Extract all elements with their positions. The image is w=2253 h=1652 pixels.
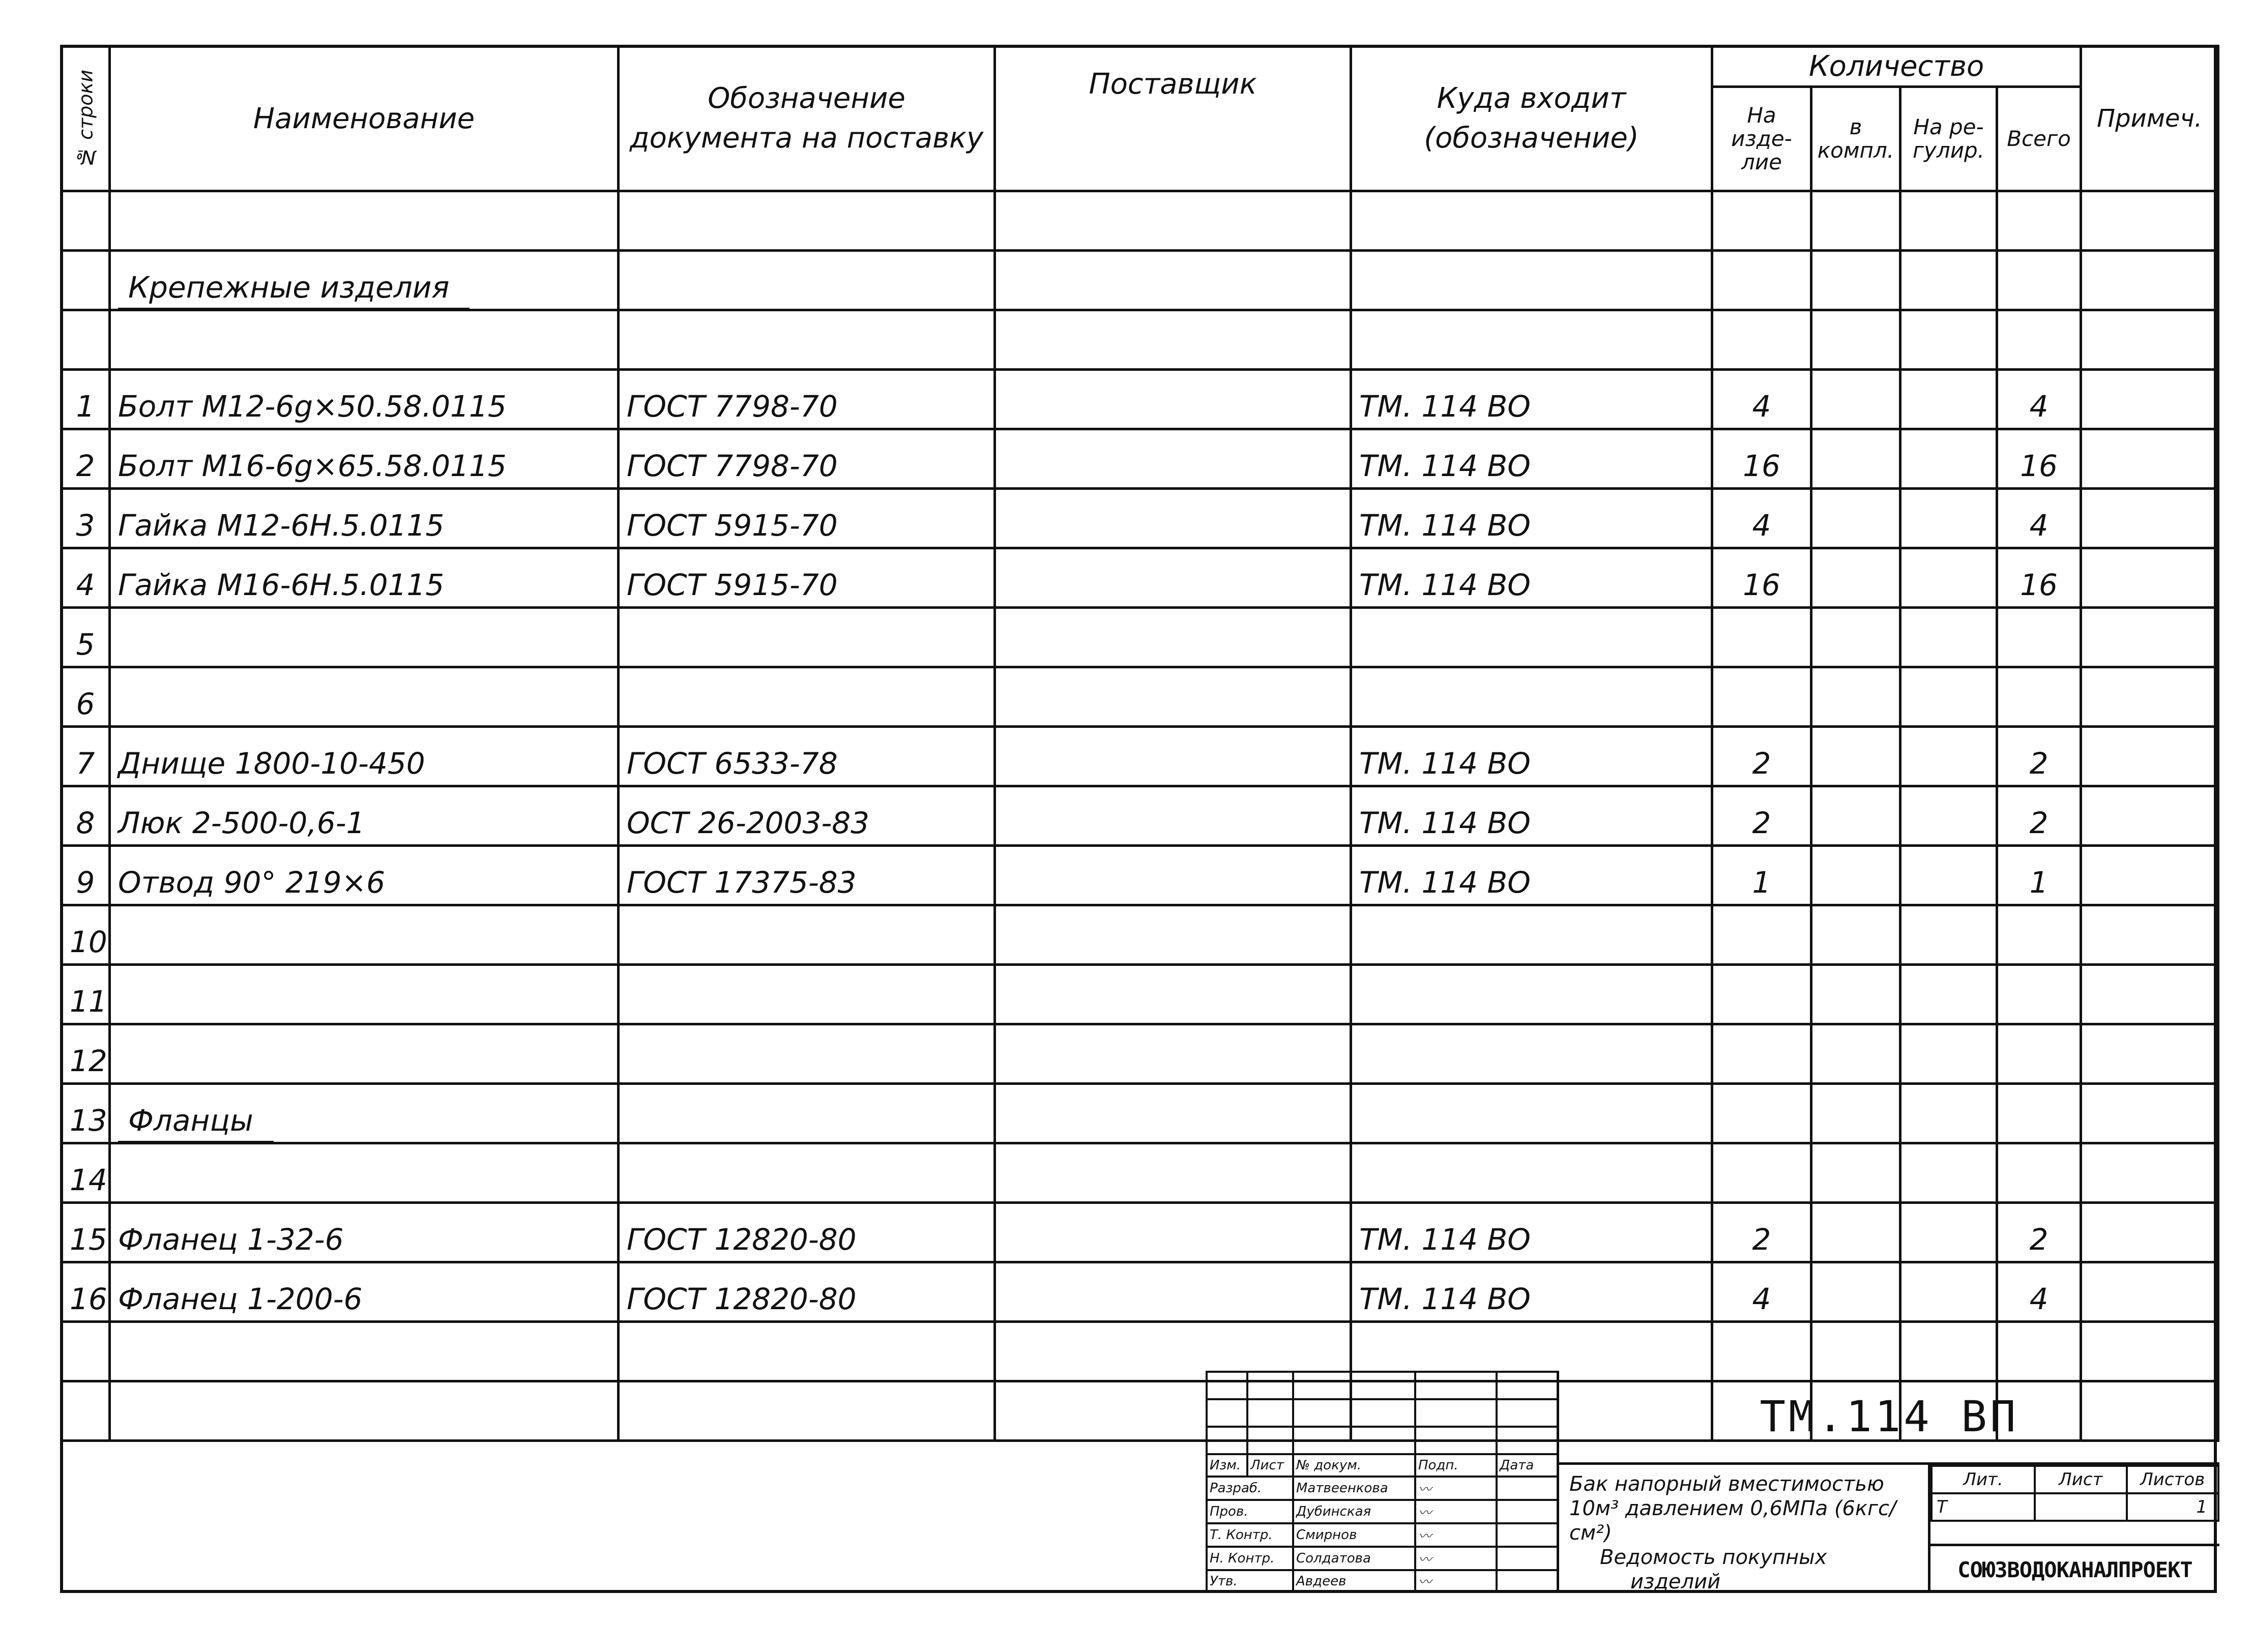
qty-regulation [1900, 727, 1997, 786]
item-supplier [995, 667, 1351, 727]
qty-regulation [1900, 1203, 1997, 1262]
role-tech-control: Т. Контр. [1207, 1523, 1293, 1547]
qty-regulation [1900, 608, 1997, 667]
header-document: Обозначение документа на поставку [619, 46, 995, 191]
item-name [110, 191, 619, 251]
header-qty-product: На изде-лие [1712, 87, 1811, 191]
qty-total: 2 [1997, 1203, 2081, 1262]
item-note [2081, 846, 2218, 905]
row-number: 11 [62, 965, 110, 1024]
title-line-1: Бак напорный вместимостью [1569, 1472, 1884, 1496]
sheet-info-table [1930, 1465, 2219, 1522]
qty-total [1997, 667, 2081, 727]
qty-product: 4 [1712, 489, 1811, 548]
header-row-number: № строки [62, 46, 110, 191]
item-where: ТМ. 114 ВО [1351, 786, 1712, 846]
item-note [2081, 310, 2218, 370]
item-document: ГОСТ 7798-70 [619, 429, 995, 489]
table-row [62, 370, 2218, 429]
row-number: 5 [62, 608, 110, 667]
item-name: Болт M16-6g×65.58.0115 [110, 429, 619, 489]
row-number: 1 [62, 370, 110, 429]
qty-product: 1 [1712, 846, 1811, 905]
item-document [619, 667, 995, 727]
qty-product [1712, 905, 1811, 965]
qty-total: 16 [1997, 548, 2081, 608]
qty-total [1997, 905, 2081, 965]
item-supplier [995, 965, 1351, 1024]
qty-total [1997, 965, 2081, 1024]
item-where: ТМ. 114 ВО [1351, 489, 1712, 548]
role-norm-control: Н. Контр. [1207, 1547, 1293, 1570]
item-where [1351, 310, 1712, 370]
item-where [1351, 1024, 1712, 1084]
row-number: 9 [62, 846, 110, 905]
table-row [62, 965, 2218, 1024]
sign-header-sheet: Лист [1247, 1454, 1293, 1477]
qty-product: 2 [1712, 727, 1811, 786]
item-where [1351, 905, 1712, 965]
qty-regulation [1900, 1024, 1997, 1084]
qty-product: 16 [1712, 429, 1811, 489]
qty-total [1997, 1024, 2081, 1084]
qty-kit [1811, 1084, 1900, 1143]
item-where: ТМ. 114 ВО [1351, 1203, 1712, 1262]
lit-value: Т [1932, 1493, 2035, 1521]
role-approver: Утв. [1207, 1570, 1293, 1592]
qty-total: 4 [1997, 1262, 2081, 1322]
qty-product [1712, 965, 1811, 1024]
item-name: Гайка M16-6Н.5.0115 [110, 548, 619, 608]
sign-header-date: Дата [1497, 1454, 1558, 1477]
table-row [62, 489, 2218, 548]
qty-product [1712, 1084, 1811, 1143]
item-document: ГОСТ 7798-70 [619, 370, 995, 429]
title-line-2: 10м³ давлением 0,6МПа (6кгс/см²) [1569, 1497, 1896, 1545]
item-name: Болт M12-6g×50.58.0115 [110, 370, 619, 429]
item-name: Отвод 90° 219×6 [110, 846, 619, 905]
table-row [62, 905, 2218, 965]
qty-kit [1811, 727, 1900, 786]
qty-kit [1811, 965, 1900, 1024]
row-number: 10 [62, 905, 110, 965]
item-where: ТМ. 114 ВО [1351, 1262, 1712, 1322]
signature-checker: 〰 [1415, 1500, 1497, 1523]
name-approver: Авдеев [1293, 1570, 1415, 1592]
qty-total: 16 [1997, 429, 2081, 489]
qty-regulation [1900, 1262, 1997, 1322]
qty-total: 1 [1997, 846, 2081, 905]
table-row [62, 727, 2218, 786]
row-number [62, 251, 110, 310]
qty-product [1712, 1143, 1811, 1203]
qty-regulation [1900, 251, 1997, 310]
row-number: 6 [62, 667, 110, 727]
row-number: 2 [62, 429, 110, 489]
item-name: Фланец 1-200-6 [110, 1262, 619, 1322]
qty-total: 2 [1997, 727, 2081, 786]
qty-kit [1811, 429, 1900, 489]
qty-product [1712, 667, 1811, 727]
item-document [619, 1084, 995, 1143]
qty-regulation [1900, 965, 1997, 1024]
qty-total: 4 [1997, 489, 2081, 548]
item-note [2081, 191, 2218, 251]
item-note [2081, 905, 2218, 965]
item-where [1351, 608, 1712, 667]
qty-product: 4 [1712, 370, 1811, 429]
qty-regulation [1900, 1143, 1997, 1203]
item-name: Люк 2-500-0,6-1 [110, 786, 619, 846]
qty-kit [1811, 548, 1900, 608]
signature-approver: 〰 [1415, 1570, 1497, 1592]
table-row [62, 548, 2218, 608]
item-note [2081, 608, 2218, 667]
table-row [62, 191, 2218, 251]
item-supplier [995, 1262, 1351, 1322]
item-supplier [995, 251, 1351, 310]
title-line-3: Ведомость покупных [1600, 1546, 1827, 1569]
qty-kit [1811, 370, 1900, 429]
header-quantity: Количество [1712, 46, 2081, 87]
item-document [619, 1322, 995, 1381]
qty-regulation [1900, 429, 1997, 489]
qty-regulation [1900, 667, 1997, 727]
signature-tech-control: 〰 [1415, 1523, 1497, 1547]
lit-label: Лит. [1932, 1466, 2035, 1493]
item-document: ГОСТ 6533-78 [619, 727, 995, 786]
item-name [110, 1322, 619, 1381]
name-developer: Матвеенкова [1293, 1477, 1415, 1500]
qty-kit [1811, 1024, 1900, 1084]
header-note: Примеч. [2081, 46, 2218, 191]
item-supplier [995, 1084, 1351, 1143]
sign-header-change: Изм. [1207, 1454, 1247, 1477]
item-supplier [995, 1024, 1351, 1084]
item-note [2081, 727, 2218, 786]
document-code: ТМ.114 ВП [1559, 1371, 2219, 1465]
item-document: ГОСТ 12820-80 [619, 1203, 995, 1262]
signature-developer: 〰 [1415, 1477, 1497, 1500]
qty-kit [1811, 905, 1900, 965]
item-note [2081, 1084, 2218, 1143]
item-where [1351, 1084, 1712, 1143]
sign-header-signature: Подп. [1415, 1454, 1497, 1477]
item-document: ГОСТ 5915-70 [619, 548, 995, 608]
table-row [62, 1203, 2218, 1262]
qty-total: 2 [1997, 786, 2081, 846]
qty-total [1997, 251, 2081, 310]
title-line-4: изделий [1630, 1570, 1721, 1594]
item-name [110, 1381, 619, 1441]
table-row [62, 1084, 2218, 1143]
item-note [2081, 429, 2218, 489]
qty-regulation [1900, 548, 1997, 608]
role-checker: Пров. [1207, 1500, 1293, 1523]
qty-kit [1811, 191, 1900, 251]
qty-product: 2 [1712, 786, 1811, 846]
table-row [62, 1262, 2218, 1322]
item-supplier [995, 310, 1351, 370]
qty-kit [1811, 667, 1900, 727]
row-number: 16 [62, 1262, 110, 1322]
item-supplier [995, 1203, 1351, 1262]
item-document [619, 1143, 995, 1203]
qty-kit [1811, 251, 1900, 310]
row-number: 12 [62, 1024, 110, 1084]
item-supplier [995, 1143, 1351, 1203]
item-name: Фланец 1-32-6 [110, 1203, 619, 1262]
item-note [2081, 1024, 2218, 1084]
item-name [110, 905, 619, 965]
item-document: ГОСТ 17375-83 [619, 846, 995, 905]
item-name [110, 1024, 619, 1084]
item-where [1351, 251, 1712, 310]
header-qty-kit: в компл. [1811, 87, 1900, 191]
qty-regulation [1900, 1084, 1997, 1143]
organization-name: СОЮЗВОДОКАНАЛПРОЕКТ [1930, 1544, 2219, 1593]
item-supplier [995, 548, 1351, 608]
table-row [62, 608, 2218, 667]
signature-norm-control: 〰 [1415, 1547, 1497, 1570]
item-supplier [995, 489, 1351, 548]
qty-product [1712, 608, 1811, 667]
item-supplier [995, 429, 1351, 489]
table-row [62, 846, 2218, 905]
qty-kit [1811, 786, 1900, 846]
qty-product [1712, 191, 1811, 251]
item-note [2081, 965, 2218, 1024]
item-document [619, 965, 995, 1024]
sheet-label: Лист [2035, 1466, 2126, 1493]
item-note [2081, 370, 2218, 429]
document-title [1559, 1465, 1930, 1593]
row-number: 14 [62, 1143, 110, 1203]
item-document [619, 1381, 995, 1441]
table-row [62, 1143, 2218, 1203]
item-document: ОСТ 26-2003-83 [619, 786, 995, 846]
item-document [619, 1024, 995, 1084]
qty-product [1712, 310, 1811, 370]
table-row [62, 429, 2218, 489]
item-note [2081, 251, 2218, 310]
qty-kit [1811, 489, 1900, 548]
item-where [1351, 667, 1712, 727]
row-number: 3 [62, 489, 110, 548]
table-row [62, 667, 2218, 727]
item-name [110, 608, 619, 667]
purchased-items-table [60, 45, 2219, 1442]
row-number [62, 1322, 110, 1381]
table-row [62, 310, 2218, 370]
title-block [1206, 1371, 2217, 1593]
sheets-value: 1 [2127, 1493, 2219, 1521]
sheets-label: Листов [2127, 1466, 2219, 1493]
item-supplier [995, 608, 1351, 667]
item-name [110, 310, 619, 370]
item-document [619, 608, 995, 667]
table-row [62, 1024, 2218, 1084]
item-document: ГОСТ 5915-70 [619, 489, 995, 548]
qty-product: 16 [1712, 548, 1811, 608]
qty-regulation [1900, 905, 1997, 965]
item-supplier [995, 786, 1351, 846]
row-number [62, 310, 110, 370]
item-name [110, 1143, 619, 1203]
sign-header-doc: № докум. [1293, 1454, 1415, 1477]
qty-regulation [1900, 370, 1997, 429]
item-document: ГОСТ 12820-80 [619, 1262, 995, 1322]
item-note [2081, 489, 2218, 548]
item-where: ТМ. 114 ВО [1351, 429, 1712, 489]
qty-kit [1811, 608, 1900, 667]
qty-product [1712, 1024, 1811, 1084]
section-heading-text: Фланцы [118, 1103, 274, 1143]
qty-product [1712, 251, 1811, 310]
item-document [619, 905, 995, 965]
section-heading [110, 251, 619, 310]
qty-total: 4 [1997, 370, 2081, 429]
item-where [1351, 965, 1712, 1024]
item-name: Днище 1800-10-450 [110, 727, 619, 786]
name-tech-control: Смирнов [1293, 1523, 1415, 1547]
qty-regulation [1900, 310, 1997, 370]
qty-total [1997, 310, 2081, 370]
row-number: 4 [62, 548, 110, 608]
role-developer: Разраб. [1207, 1477, 1293, 1500]
qty-regulation [1900, 191, 1997, 251]
item-document [619, 251, 995, 310]
qty-regulation [1900, 489, 1997, 548]
name-checker: Дубинская [1293, 1500, 1415, 1523]
title-block-right [1557, 1371, 2217, 1593]
item-name [110, 965, 619, 1024]
header-name: Наименование [110, 46, 619, 191]
qty-regulation [1900, 786, 1997, 846]
section-heading [110, 1084, 619, 1143]
row-number [62, 1381, 110, 1441]
row-number: 7 [62, 727, 110, 786]
qty-total [1997, 1143, 2081, 1203]
item-supplier [995, 846, 1351, 905]
qty-kit [1811, 310, 1900, 370]
item-note [2081, 548, 2218, 608]
table-row [62, 786, 2218, 846]
qty-kit [1811, 1262, 1900, 1322]
table-row [62, 251, 2218, 310]
item-note [2081, 1262, 2218, 1322]
row-number: 13 [62, 1084, 110, 1143]
row-number [62, 191, 110, 251]
item-supplier [995, 370, 1351, 429]
item-where: ТМ. 114 ВО [1351, 370, 1712, 429]
item-where [1351, 1143, 1712, 1203]
item-supplier [995, 905, 1351, 965]
qty-total [1997, 191, 2081, 251]
qty-regulation [1900, 846, 1997, 905]
item-note [2081, 1203, 2218, 1262]
qty-kit [1811, 846, 1900, 905]
signature-table [1206, 1371, 1559, 1593]
item-where [1351, 191, 1712, 251]
item-supplier [995, 727, 1351, 786]
qty-kit [1811, 1203, 1900, 1262]
header-supplier: Поставщик [995, 46, 1351, 191]
item-name: Гайка M12-6Н.5.0115 [110, 489, 619, 548]
name-norm-control: Солдатова [1293, 1547, 1415, 1570]
qty-kit [1811, 1143, 1900, 1203]
item-note [2081, 1143, 2218, 1203]
qty-product: 4 [1712, 1262, 1811, 1322]
qty-product: 2 [1712, 1203, 1811, 1262]
item-where: ТМ. 114 ВО [1351, 727, 1712, 786]
row-number: 8 [62, 786, 110, 846]
item-document [619, 191, 995, 251]
item-note [2081, 786, 2218, 846]
header-qty-total: Всего [1997, 87, 2081, 191]
section-heading-text: Крепежные изделия [118, 270, 470, 310]
item-name [110, 667, 619, 727]
item-where: ТМ. 114 ВО [1351, 846, 1712, 905]
row-number: 15 [62, 1203, 110, 1262]
qty-total [1997, 608, 2081, 667]
header-qty-regulation: На ре-гулир. [1900, 87, 1997, 191]
item-document [619, 310, 995, 370]
header-where: Куда входит (обозначение) [1351, 46, 1712, 191]
item-supplier [995, 191, 1351, 251]
item-where: ТМ. 114 ВО [1351, 548, 1712, 608]
qty-total [1997, 1084, 2081, 1143]
item-note [2081, 667, 2218, 727]
